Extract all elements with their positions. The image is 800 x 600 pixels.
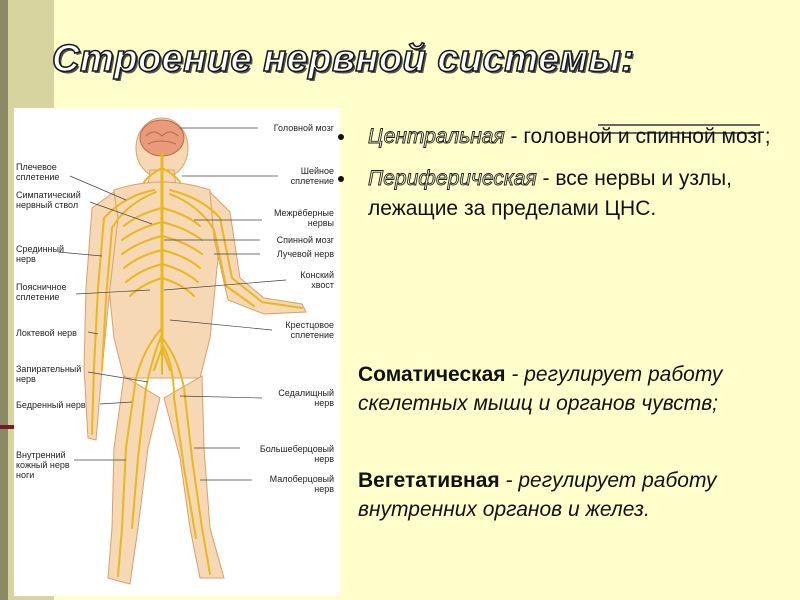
label-peroneal-nerve: Малоберцовый нерв (269, 474, 334, 494)
label-brachial-plexus: Плечевое сплетение (16, 162, 60, 182)
bullet-dot-icon (338, 176, 344, 182)
label-lumbar-plexus: Поясничное сплетение (16, 282, 67, 302)
bullet-peripheral (338, 164, 778, 224)
label-median-nerve: Срединный нерв (16, 244, 65, 264)
subsection-term: Соматическая (358, 363, 506, 386)
bullet-text: - все нервы и узлы, лежащие за пределами ЦНС. (368, 167, 732, 220)
bullet-dot-icon (338, 134, 344, 140)
label-radial-nerve: Лучевой нерв (276, 249, 334, 259)
subsection-text: - регулирует работу внутренних органов и желез. (358, 469, 717, 521)
label-brain: Головной мозг (273, 123, 334, 133)
maroon-accent-line (0, 425, 14, 429)
label-obturator-nerve: Запирательный нерв (16, 364, 82, 384)
label-sympathetic-trunk: Симпатический нервный ствол (16, 190, 81, 210)
subsection-autonomic (358, 466, 778, 524)
bullet-term: Центральная (368, 125, 505, 148)
label-tibial-nerve: Большеберцовый нерв (259, 444, 334, 464)
structure-bullet-list (338, 122, 778, 236)
label-cauda-equina: Конский хвост (300, 270, 334, 290)
bullet-term: Периферическая (368, 167, 537, 190)
label-saphenous-nerve: Внутренний кожный нерв ноги (16, 450, 70, 480)
label-intercostal-nerves: Межрёберные нервы (273, 208, 334, 228)
label-spinal-cord: Спинной мозг (276, 235, 334, 245)
subsection-text: - регулирует работу скелетных мышц и органов чувств; (358, 363, 723, 415)
label-sciatic-nerve: Седалищный нерв (278, 388, 334, 408)
label-cervical-plexus: Шейное сплетение (290, 166, 334, 186)
bullet-text: - головной и спинной мозг; (504, 125, 771, 148)
subsection-term: Вегетативная (358, 469, 500, 492)
slide-title: Строение нервной системы: (52, 38, 635, 80)
label-femoral-nerve: Бедренный нерв (16, 400, 86, 410)
bullet-central (338, 122, 778, 152)
subsection-somatic (358, 360, 778, 418)
nervous-system-diagram (14, 108, 340, 596)
label-sacral-plexus: Крестцовое сплетение (285, 320, 334, 340)
label-ulnar-nerve: Локтевой нерв (16, 328, 77, 338)
left-accent-edge (0, 0, 8, 600)
brain-icon (140, 120, 184, 156)
